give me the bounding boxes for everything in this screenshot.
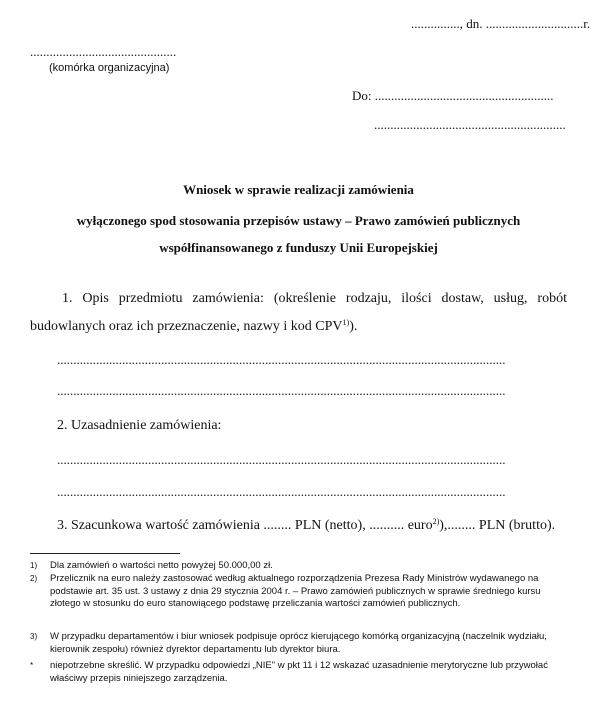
footnote-mark: 2) — [30, 574, 38, 583]
section-1-word: zamówienia: — [192, 291, 264, 306]
footnote-text: niepotrzebne skreślić. W przypadku odpowiedzi „NIE" w pkt 11 i 12 wskazać uzasadnienie merytoryczne lub przywołać właściwy przepis niniejszego zarządzenia. — [50, 660, 548, 684]
addressee-line: Do: ....................................................... — [352, 88, 554, 103]
section-1-word: ilości — [401, 291, 432, 306]
document-title-line-1: Wniosek w sprawie realizacji zamówienia — [183, 182, 414, 197]
footnote-text: Przelicznik na euro należy zastosować według aktualnego rozporządzenia Prezesa Rady Ministrów wydawanego na podstawie art. 35 ust. 3 ustawy z dnia 29 stycznia 2004 r. – Prawo zamówień publicznych w sprawie średniego kursu złotego w stosunku do euro stanowiącego podstawę przeliczania wartości zamówień publicznych. — [50, 573, 541, 609]
footnote-2 — [30, 573, 570, 611]
section-3-estimated-value — [57, 517, 555, 534]
footnote-text: Dla zamówień o wartości netto powyżej 50.000,00 zł. — [50, 560, 273, 571]
date-line: ..............., dn. ..............................r. — [411, 16, 591, 31]
section-3-text-part-1: 3. Szacunkowa wartość zamówienia ........ PLN (netto), .......... euro — [57, 518, 433, 533]
footnote-text: W przypadku departamentów i biur wniosek podpisuje oprócz kierującego komórką organizacyjną (naczelnik wydziału, kierownik zespołu) również dyrektor departamentu lub dyrektor biura. — [50, 631, 547, 655]
section-3-text-part-2: ),........ PLN (brutto). — [439, 518, 556, 533]
blank-fill-line: .......................................................................................................................................... — [57, 452, 506, 467]
section-1-line-2-end: ). — [349, 319, 358, 334]
section-1-word: robót — [537, 291, 567, 306]
footnote-ref-2: 2) — [432, 517, 440, 526]
org-unit-blank: ............................................. — [30, 44, 177, 59]
section-1-word: (określenie — [273, 291, 337, 306]
section-1-word: 1. — [62, 291, 73, 306]
footnote-mark: 3) — [30, 632, 38, 641]
section-1-word: przedmiotu — [118, 291, 183, 306]
footnote-ref-1: 1) — [342, 318, 350, 327]
section-1-line-1 — [62, 291, 567, 307]
footnote-separator — [30, 553, 180, 554]
footnote-asterisk — [30, 660, 570, 685]
footnote-mark: 1) — [30, 561, 38, 570]
document-title-line-2: wyłączonego spod stosowania przepisów ustawy – Prawo zamówień publicznych — [76, 213, 521, 228]
blank-fill-line: .......................................................................................................................................... — [57, 484, 506, 499]
footnote-3 — [30, 631, 570, 656]
section-1-word: rodzaju, — [345, 291, 392, 306]
section-1-line-2-text: budowlanych oraz ich przeznaczenie, nazwy i kod CPV — [30, 319, 343, 334]
addressee-line-2: ........................................................... — [374, 117, 566, 132]
blank-fill-line: .......................................................................................................................................... — [57, 352, 506, 367]
document-title-line-3: współfinansowanego z funduszy Unii Europejskiej — [159, 240, 438, 255]
footnote-mark: * — [30, 661, 34, 670]
org-unit-label: (komórka organizacyjna) — [49, 62, 170, 74]
section-1-line-2 — [30, 318, 357, 335]
section-1-word: dostaw, — [441, 291, 484, 306]
blank-fill-line: .......................................................................................................................................... — [57, 383, 506, 398]
section-1-word: Opis — [82, 291, 109, 306]
footnote-1 — [30, 560, 570, 573]
section-1-word: usług, — [493, 291, 528, 306]
section-2-label: 2. Uzasadnienie zamówienia: — [57, 418, 222, 433]
